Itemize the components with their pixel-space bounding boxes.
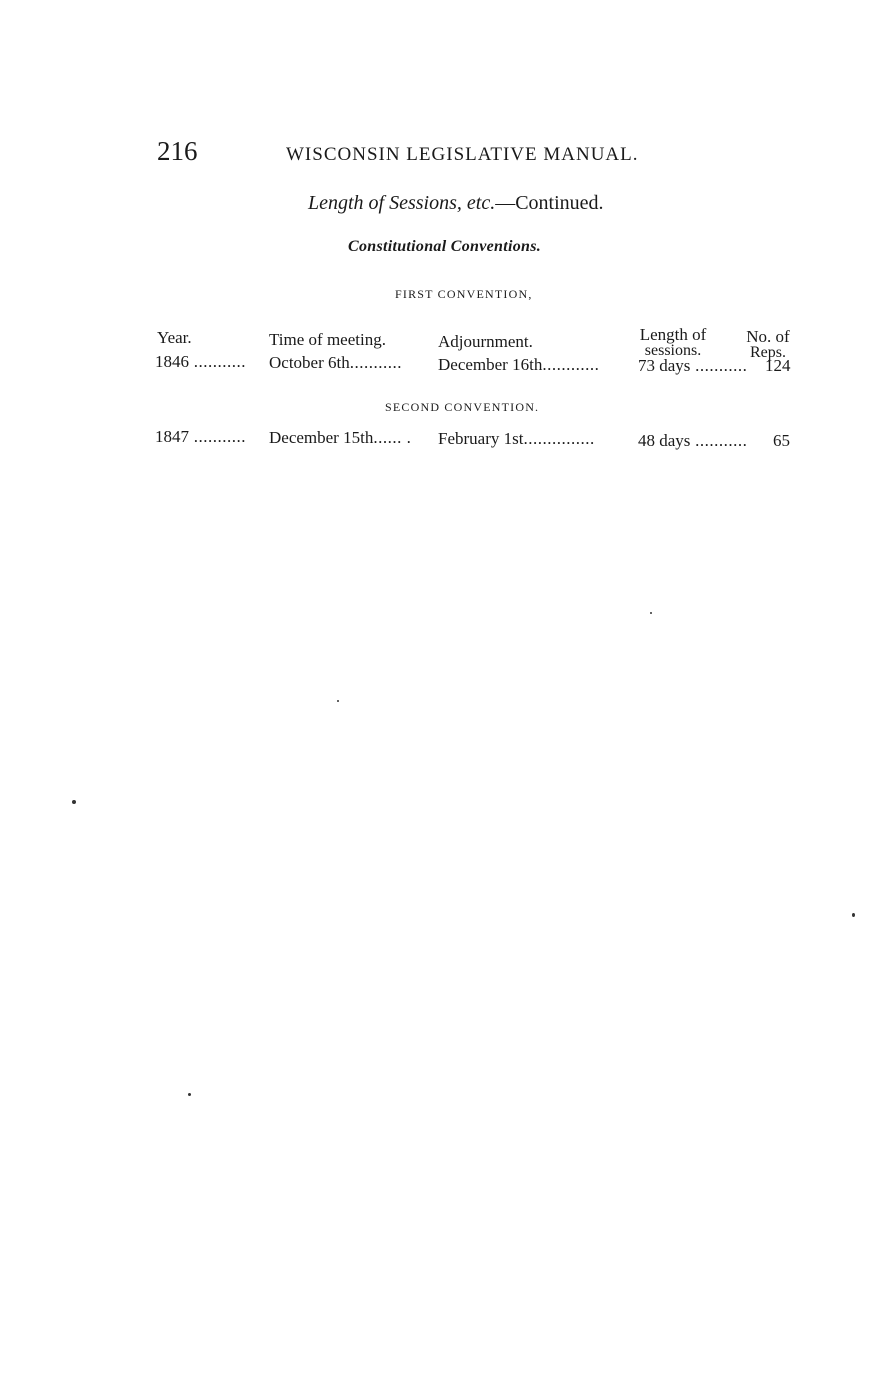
section-heading: Constitutional Conventions. — [348, 238, 542, 255]
column-header-time-of-meeting: Time of meeting. — [269, 330, 386, 349]
length-header-line2: sessions. — [644, 342, 702, 359]
reps-header-line2: Reps. — [750, 344, 786, 361]
page-number: 216 — [157, 136, 198, 166]
running-title: WISCONSIN LEGISLATIVE MANUAL. — [286, 144, 639, 165]
subtitle — [308, 192, 604, 215]
scan-speck — [72, 800, 76, 804]
reps-header-line1: No. of — [746, 327, 790, 346]
table-row-1846-meeting: October 6th........... — [269, 353, 402, 372]
table-row-1846-reps: 124 — [765, 356, 791, 375]
subtitle-continued: —Continued. — [495, 192, 604, 214]
scan-speck — [650, 612, 652, 614]
scan-speck — [188, 1093, 191, 1096]
table-row-1847-adjournment: February 1st............... — [438, 429, 595, 448]
subtitle-italic: Length of Sessions, etc. — [308, 192, 496, 214]
length-header-line1: Length of — [639, 325, 707, 344]
column-header-year: Year. — [157, 328, 192, 347]
table-row-1847-reps: 65 — [773, 431, 790, 450]
scan-speck — [852, 913, 855, 917]
column-header-adjournment: Adjournment. — [438, 332, 533, 351]
table-row-1847-length: 48 days ........... — [638, 431, 748, 450]
first-convention-label: FIRST CONVENTION, — [395, 287, 533, 301]
column-header-length-of-sessions — [625, 326, 721, 358]
table-row-1846-year: 1846 ........... — [155, 352, 246, 371]
scan-speck — [337, 700, 339, 702]
table-row-1846-adjournment: December 16th............ — [438, 355, 600, 374]
second-convention-label: SECOND CONVENTION. — [385, 400, 540, 414]
table-row-1846-length: 73 days ........... — [638, 356, 748, 375]
table-row-1847-meeting: December 15th...... . — [269, 428, 412, 447]
table-row-1847-year: 1847 ........... — [155, 427, 246, 446]
